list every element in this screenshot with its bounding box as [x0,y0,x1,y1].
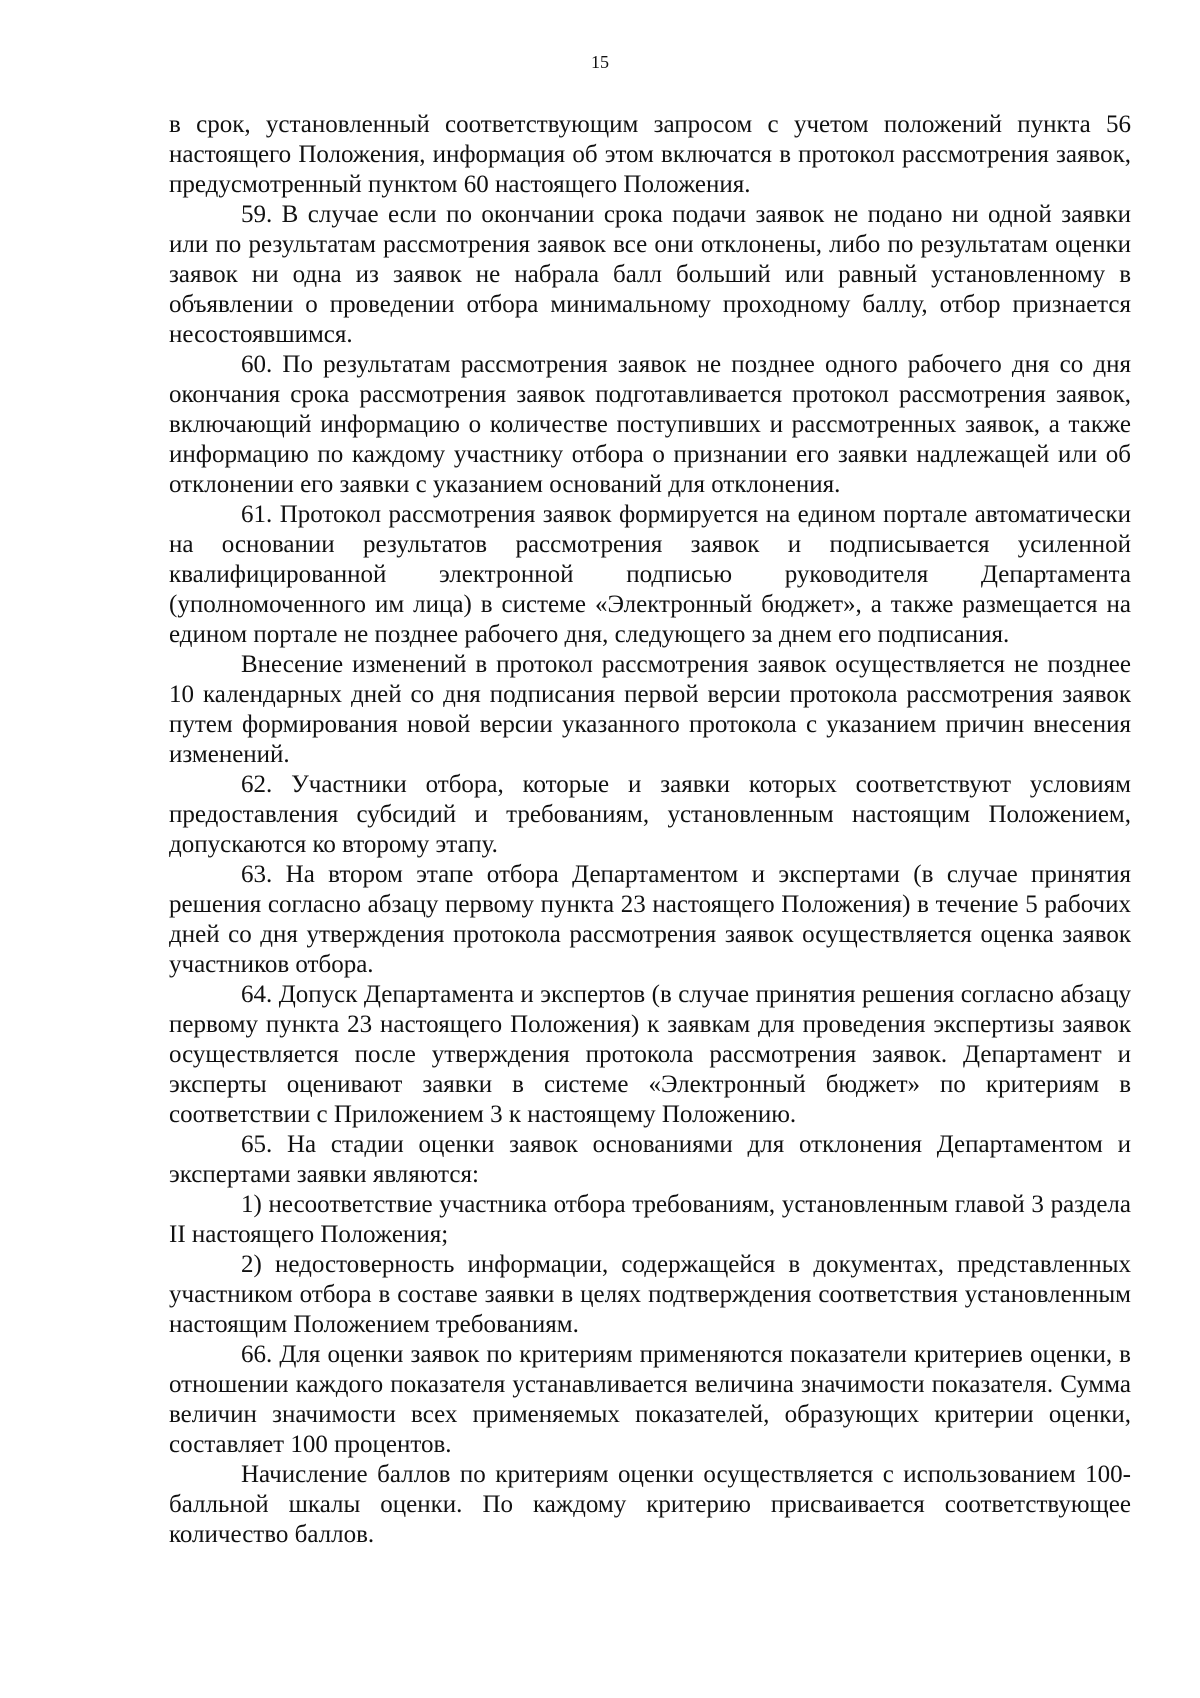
paragraph-60: 60. По результатам рассмотрения заявок не позднее одного рабочего дня со дня окончания срока рассмотрения заявок подготавливается протокол рассмотрения заявок, включающий информацию о количестве поступивших и рассмотренных заявок, а также информацию по каждому участнику отбора о признании его заявки надлежащей или об отклонении его заявки с указанием оснований для отклонения. [169,351,1131,498]
page-number: 15 [591,52,609,72]
list-item-2: 2) недостоверность информации, содержащейся в документах, представленных участником отбора в составе заявки в целях подтверждения соответствия установленным настоящим Положением требованиям. [169,1251,1131,1338]
paragraph-63: 63. На втором этапе отбора Департаментом и экспертами (в случае принятия решения согласно абзацу первому пункта 23 настоящего Положения) в течение 5 рабочих дней со дня утверждения протокола рассмотрения заявок осуществляется оценка заявок участников отбора. [169,861,1131,978]
paragraph-61-amendments: Внесение изменений в протокол рассмотрения заявок осуществляется не позднее 10 календарных дней со дня подписания первой версии протокола рассмотрения заявок путем формирования новой версии указанного протокола с указанием причин внесения изменений. [169,651,1131,768]
paragraph-66: 66. Для оценки заявок по критериям применяются показатели критериев оценки, в отношении каждого показателя устанавливается величина значимости показателя. Сумма величин значимости всех применяемых показателей, образующих критерии оценки, составляет 100 процентов. [169,1341,1131,1458]
paragraph-62: 62. Участники отбора, которые и заявки которых соответствуют условиям предоставления субсидий и требованиям, установленным настоящим Положением, допускаются ко второму этапу. [169,771,1131,858]
paragraph-59: 59. В случае если по окончании срока подачи заявок не подано ни одной заявки или по результатам рассмотрения заявок все они отклонены, либо по результатам оценки заявок ни одна из заявок не набрала балл больший или равный установленному в объявлении о проведении отбора минимальному проходному баллу, отбор признается несостоявшимся. [169,201,1131,348]
list-item-1: 1) несоответствие участника отбора требованиям, установленным главой 3 раздела II настоящего Положения; [169,1191,1131,1248]
paragraph-66-scoring: Начисление баллов по критериям оценки осуществляется с использованием 100-балльной шкалы оценки. По каждому критерию присваивается соответствующее количество баллов. [169,1461,1131,1548]
paragraph-64: 64. Допуск Департамента и экспертов (в случае принятия решения согласно абзацу первому пункта 23 настоящего Положения) к заявкам для проведения экспертизы заявок осуществляется после утверждения протокола рассмотрения заявок. Департамент и эксперты оценивают заявки в системе «Электронный бюджет» по критериям в соответствии с Приложением 3 к настоящему Положению. [169,981,1131,1128]
paragraph-continuation: в срок, установленный соответствующим запросом с учетом положений пункта 56 настоящего Положения, информация об этом включатся в протокол рассмотрения заявок, предусмотренный пунктом 60 настоящего Положения. [169,111,1131,198]
document-body [169,110,1131,1550]
paragraph-65: 65. На стадии оценки заявок основаниями для отклонения Департаментом и экспертами заявки являются: [169,1131,1131,1188]
paragraph-61: 61. Протокол рассмотрения заявок формируется на едином портале автоматически на основании результатов рассмотрения заявок и подписывается усиленной квалифицированной электронной подписью руководителя Департамента (уполномоченного им лица) в системе «Электронный бюджет», а также размещается на едином портале не позднее рабочего дня, следующего за днем его подписания. [169,501,1131,648]
